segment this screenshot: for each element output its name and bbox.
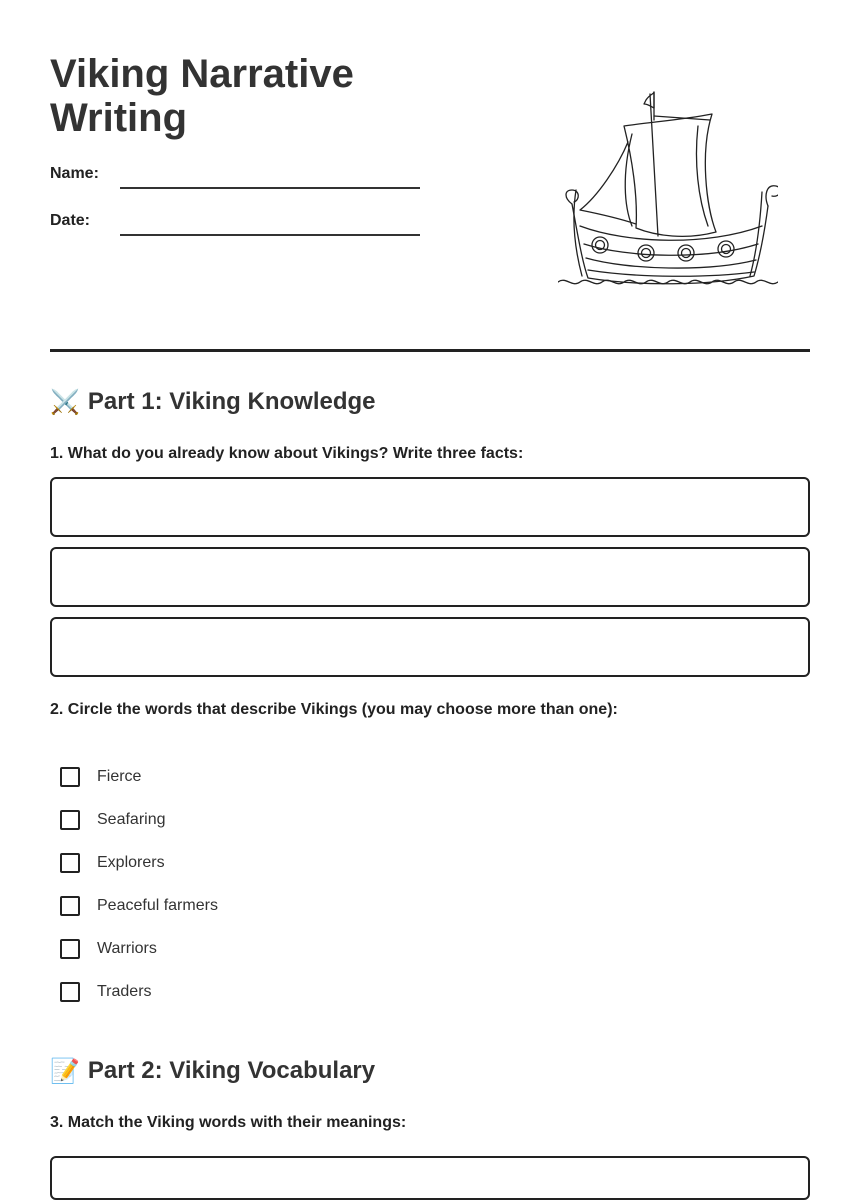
option-label: Fierce	[97, 768, 142, 785]
option-warriors[interactable]	[60, 939, 157, 959]
checkbox[interactable]	[60, 939, 80, 959]
fact-answer-box-2[interactable]	[50, 547, 810, 607]
memo-icon: 📝	[50, 1057, 80, 1085]
option-label: Peaceful farmers	[97, 897, 218, 914]
part2-heading	[50, 1057, 375, 1085]
option-label: Warriors	[97, 940, 157, 957]
checkbox[interactable]	[60, 896, 80, 916]
option-seafaring[interactable]	[60, 810, 166, 830]
name-label: Name:	[50, 165, 99, 182]
question-1: 1. What do you already know about Vikings? Write three facts:	[50, 445, 524, 462]
fact-answer-box-1[interactable]	[50, 477, 810, 537]
option-traders[interactable]	[60, 982, 152, 1002]
viking-longship-icon	[558, 86, 778, 292]
page-title: Viking Narrative Writing	[50, 52, 354, 140]
option-fierce[interactable]	[60, 767, 141, 787]
question-2: 2. Circle the words that describe Vikings (you may choose more than one):	[50, 701, 618, 718]
name-field[interactable]	[120, 187, 420, 189]
date-field[interactable]	[120, 234, 420, 236]
fact-answer-box-3[interactable]	[50, 617, 810, 677]
option-label: Traders	[97, 983, 152, 1000]
checkbox[interactable]	[60, 982, 80, 1002]
date-label: Date:	[50, 212, 91, 229]
section-divider	[50, 349, 810, 352]
checkbox[interactable]	[60, 810, 80, 830]
checkbox[interactable]	[60, 767, 80, 787]
question-3: 3. Match the Viking words with their meanings:	[50, 1114, 407, 1131]
option-label: Explorers	[97, 854, 165, 871]
option-explorers[interactable]	[60, 853, 165, 873]
part1-heading	[50, 388, 376, 416]
matching-box[interactable]	[50, 1156, 810, 1200]
checkbox[interactable]	[60, 853, 80, 873]
part1-heading-text: Part 1: Viking Knowledge	[87, 388, 376, 415]
option-label: Seafaring	[97, 811, 166, 828]
crossed-swords-icon: ⚔️	[50, 388, 80, 416]
part2-heading-text: Part 2: Viking Vocabulary	[87, 1057, 376, 1084]
option-peaceful-farmers[interactable]	[60, 896, 218, 916]
